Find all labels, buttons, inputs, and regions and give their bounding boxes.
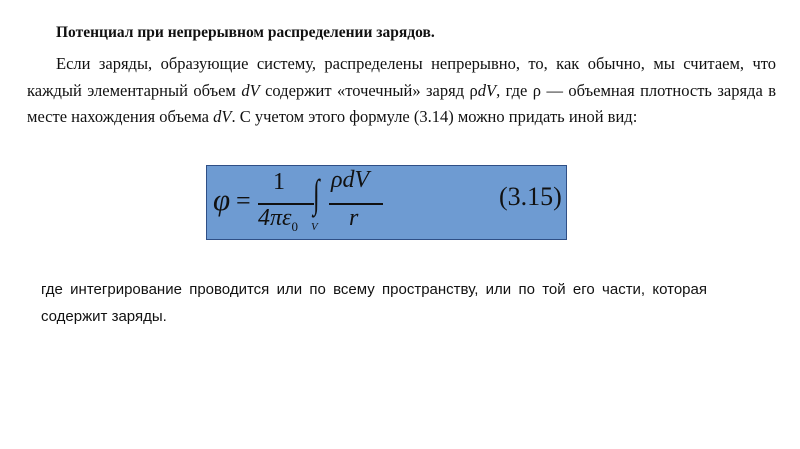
formula-denominator-text: 4πε xyxy=(258,205,292,231)
section-title: Потенциал при непрерывном распределении зарядов. xyxy=(56,24,435,41)
formula-integral-sign: ∫ xyxy=(313,171,320,216)
paragraph-text-2: содержит «точечный» заряд ρ xyxy=(259,80,478,100)
intro-paragraph xyxy=(27,51,776,131)
paragraph-text-3: , где ρ — объемная плотность заряда в месте нахождения объема xyxy=(27,80,777,126)
formula-denominator-1 xyxy=(258,205,298,235)
volume-element-symbol: dV xyxy=(241,80,260,100)
formula-potential-symbol: φ xyxy=(213,182,231,217)
formula-integral-limit: V xyxy=(311,221,318,233)
formula-equation-number: (3.15) xyxy=(499,182,562,211)
volume-element-symbol: dV xyxy=(477,80,497,100)
paragraph-text-4: . С учетом этого формуле (3.14) можно придать иной вид: xyxy=(231,107,638,126)
volume-element-symbol: dV xyxy=(213,107,232,126)
formula-denominator-2: r xyxy=(349,205,359,231)
formula-denominator-subscript: 0 xyxy=(291,218,298,234)
followup-paragraph: где интегрирование проводится или по всему пространству, или по той его части, которая содержит заряды. xyxy=(41,281,707,325)
formula-numerator-1: 1 xyxy=(273,169,285,195)
formula-numerator-2: ρdV xyxy=(331,167,370,193)
formula-box xyxy=(206,165,567,240)
paragraph-text-1: Если заряды, образующие систему, распределены непрерывно, то, как обычно, мы считаем, что каждый элементарный объем xyxy=(27,54,776,100)
formula-equals-sign: = xyxy=(236,186,251,215)
